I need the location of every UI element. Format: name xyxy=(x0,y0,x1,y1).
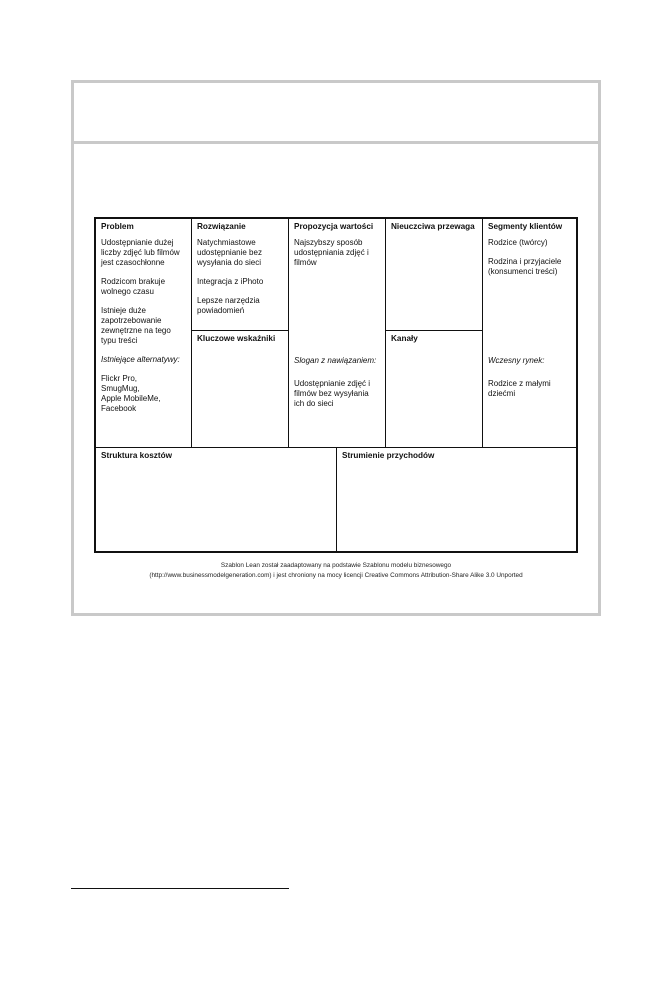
value-proposition-title: Propozycja wartości xyxy=(294,222,374,231)
canvas-credit-line-2: (http://www.businessmodelgeneration.com) i jest chroniony na mocy licencji Creative Commons Attribution-Share Alike 3.0 Unported xyxy=(149,572,523,579)
customer-segments-title: Segmenty klientów xyxy=(488,222,563,231)
problem-cell xyxy=(96,219,191,447)
footnote-rule xyxy=(71,888,289,889)
slogan-text: Udostępnianie zdjęć i filmów bez wysyłania ich do sieci xyxy=(294,379,371,408)
customer-segments-cell xyxy=(483,219,576,447)
problem-text-2: Rodzicom brakuje wolnego czasu xyxy=(101,277,166,296)
customer-segments-text-2: Rodzina i przyjaciele (konsumenci treści) xyxy=(488,257,562,276)
solution-text-1: Natychmiastowe udostępnianie bez wysyłania do sieci xyxy=(197,238,262,267)
value-proposition-text: Najszybszy sposób udostępniania zdjęć i filmów xyxy=(294,238,369,267)
alternatives-label: Istniejące alternatywy: xyxy=(101,355,180,364)
solution-cell xyxy=(192,219,288,330)
problem-title: Problem xyxy=(101,222,134,231)
solution-title: Rozwiązanie xyxy=(197,222,246,231)
channels-title: Kanały xyxy=(391,334,418,343)
solution-text-2: Integracja z iPhoto xyxy=(197,277,264,286)
channels-cell xyxy=(386,331,482,447)
key-metrics-cell xyxy=(192,331,288,447)
cost-structure-title: Struktura kosztów xyxy=(101,451,172,460)
revenue-streams-title: Strumienie przychodów xyxy=(342,451,435,460)
key-metrics-title: Kluczowe wskaźniki xyxy=(197,334,276,343)
customer-segments-text-1: Rodzice (twórcy) xyxy=(488,238,548,247)
revenue-streams-cell xyxy=(337,448,576,551)
early-market-label: Wczesny rynek: xyxy=(488,356,545,365)
early-market-text: Rodzice z małymi dziećmi xyxy=(488,379,551,398)
lean-canvas xyxy=(94,217,578,553)
value-proposition-cell xyxy=(289,219,385,447)
alternatives-list: Flickr Pro, SmugMug, Apple MobileMe, Facebook xyxy=(101,374,161,413)
slogan-label: Slogan z nawiązaniem: xyxy=(294,356,377,365)
problem-text-3: Istnieje duże zapotrzebowanie zewnętrzne na tego typu treści xyxy=(101,306,171,345)
solution-text-3: Lepsze narzędzia powiadomień xyxy=(197,296,260,315)
frame-divider xyxy=(74,141,598,144)
unfair-advantage-title: Nieuczciwa przewaga xyxy=(391,222,475,231)
cost-structure-cell xyxy=(96,448,336,551)
unfair-advantage-cell xyxy=(386,219,482,330)
canvas-credit-line-1: Szablon Lean został zaadaptowany na podstawie Szablonu modelu biznesowego xyxy=(220,562,452,569)
problem-text-1: Udostępnianie dużej liczby zdjęć lub filmów jest czasochłonne xyxy=(101,238,180,267)
